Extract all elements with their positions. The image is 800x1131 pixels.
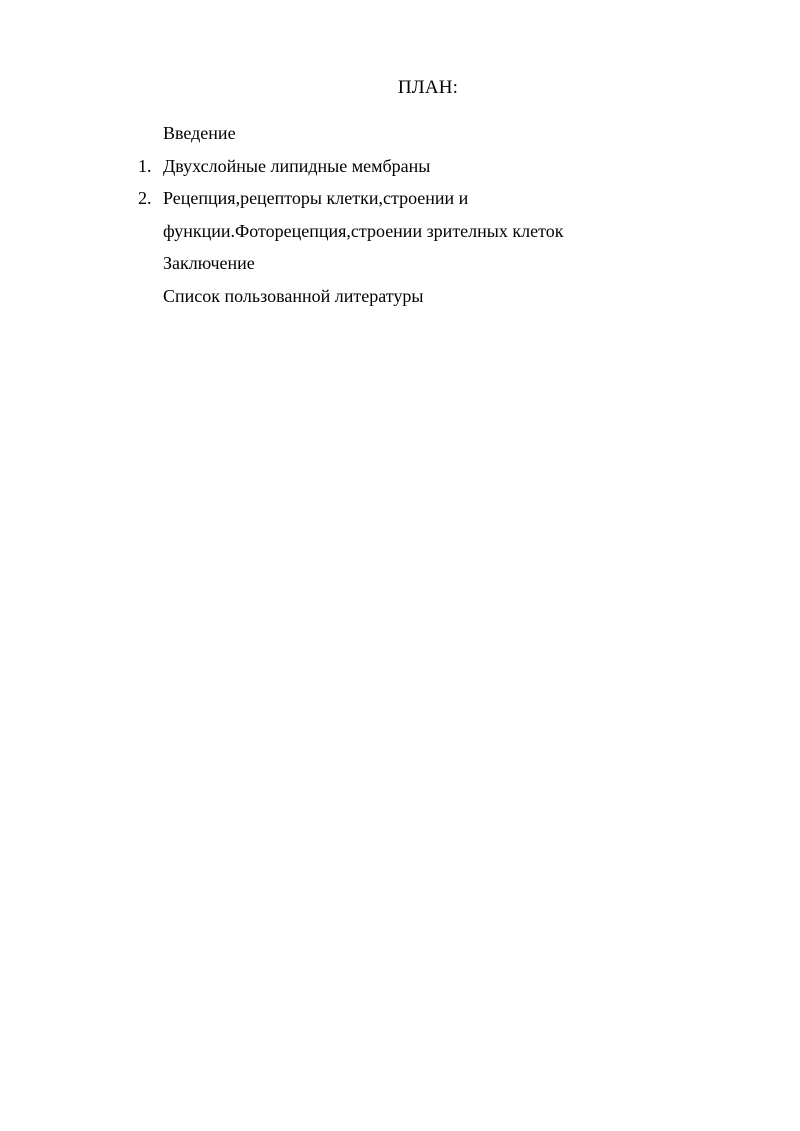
- toc-entry-reception-continued: функции.Фоторецепция,строении зрителных клеток: [163, 221, 564, 241]
- toc-entry-bibliography: Список пользованной литературы: [163, 286, 424, 306]
- plan-title: ПЛАН:: [397, 77, 459, 98]
- toc-entry-number: 1.: [138, 156, 152, 176]
- toc-entry-lipid-membranes: Двухслойные липидные мембраны: [163, 156, 431, 176]
- toc-entry-conclusion: Заключение: [163, 253, 255, 273]
- toc-entry-introduction: Введение: [163, 123, 236, 143]
- toc-entry-reception: Рецепция,рецепторы клетки,строении и: [163, 188, 469, 208]
- toc-entry-number: 2.: [138, 188, 152, 208]
